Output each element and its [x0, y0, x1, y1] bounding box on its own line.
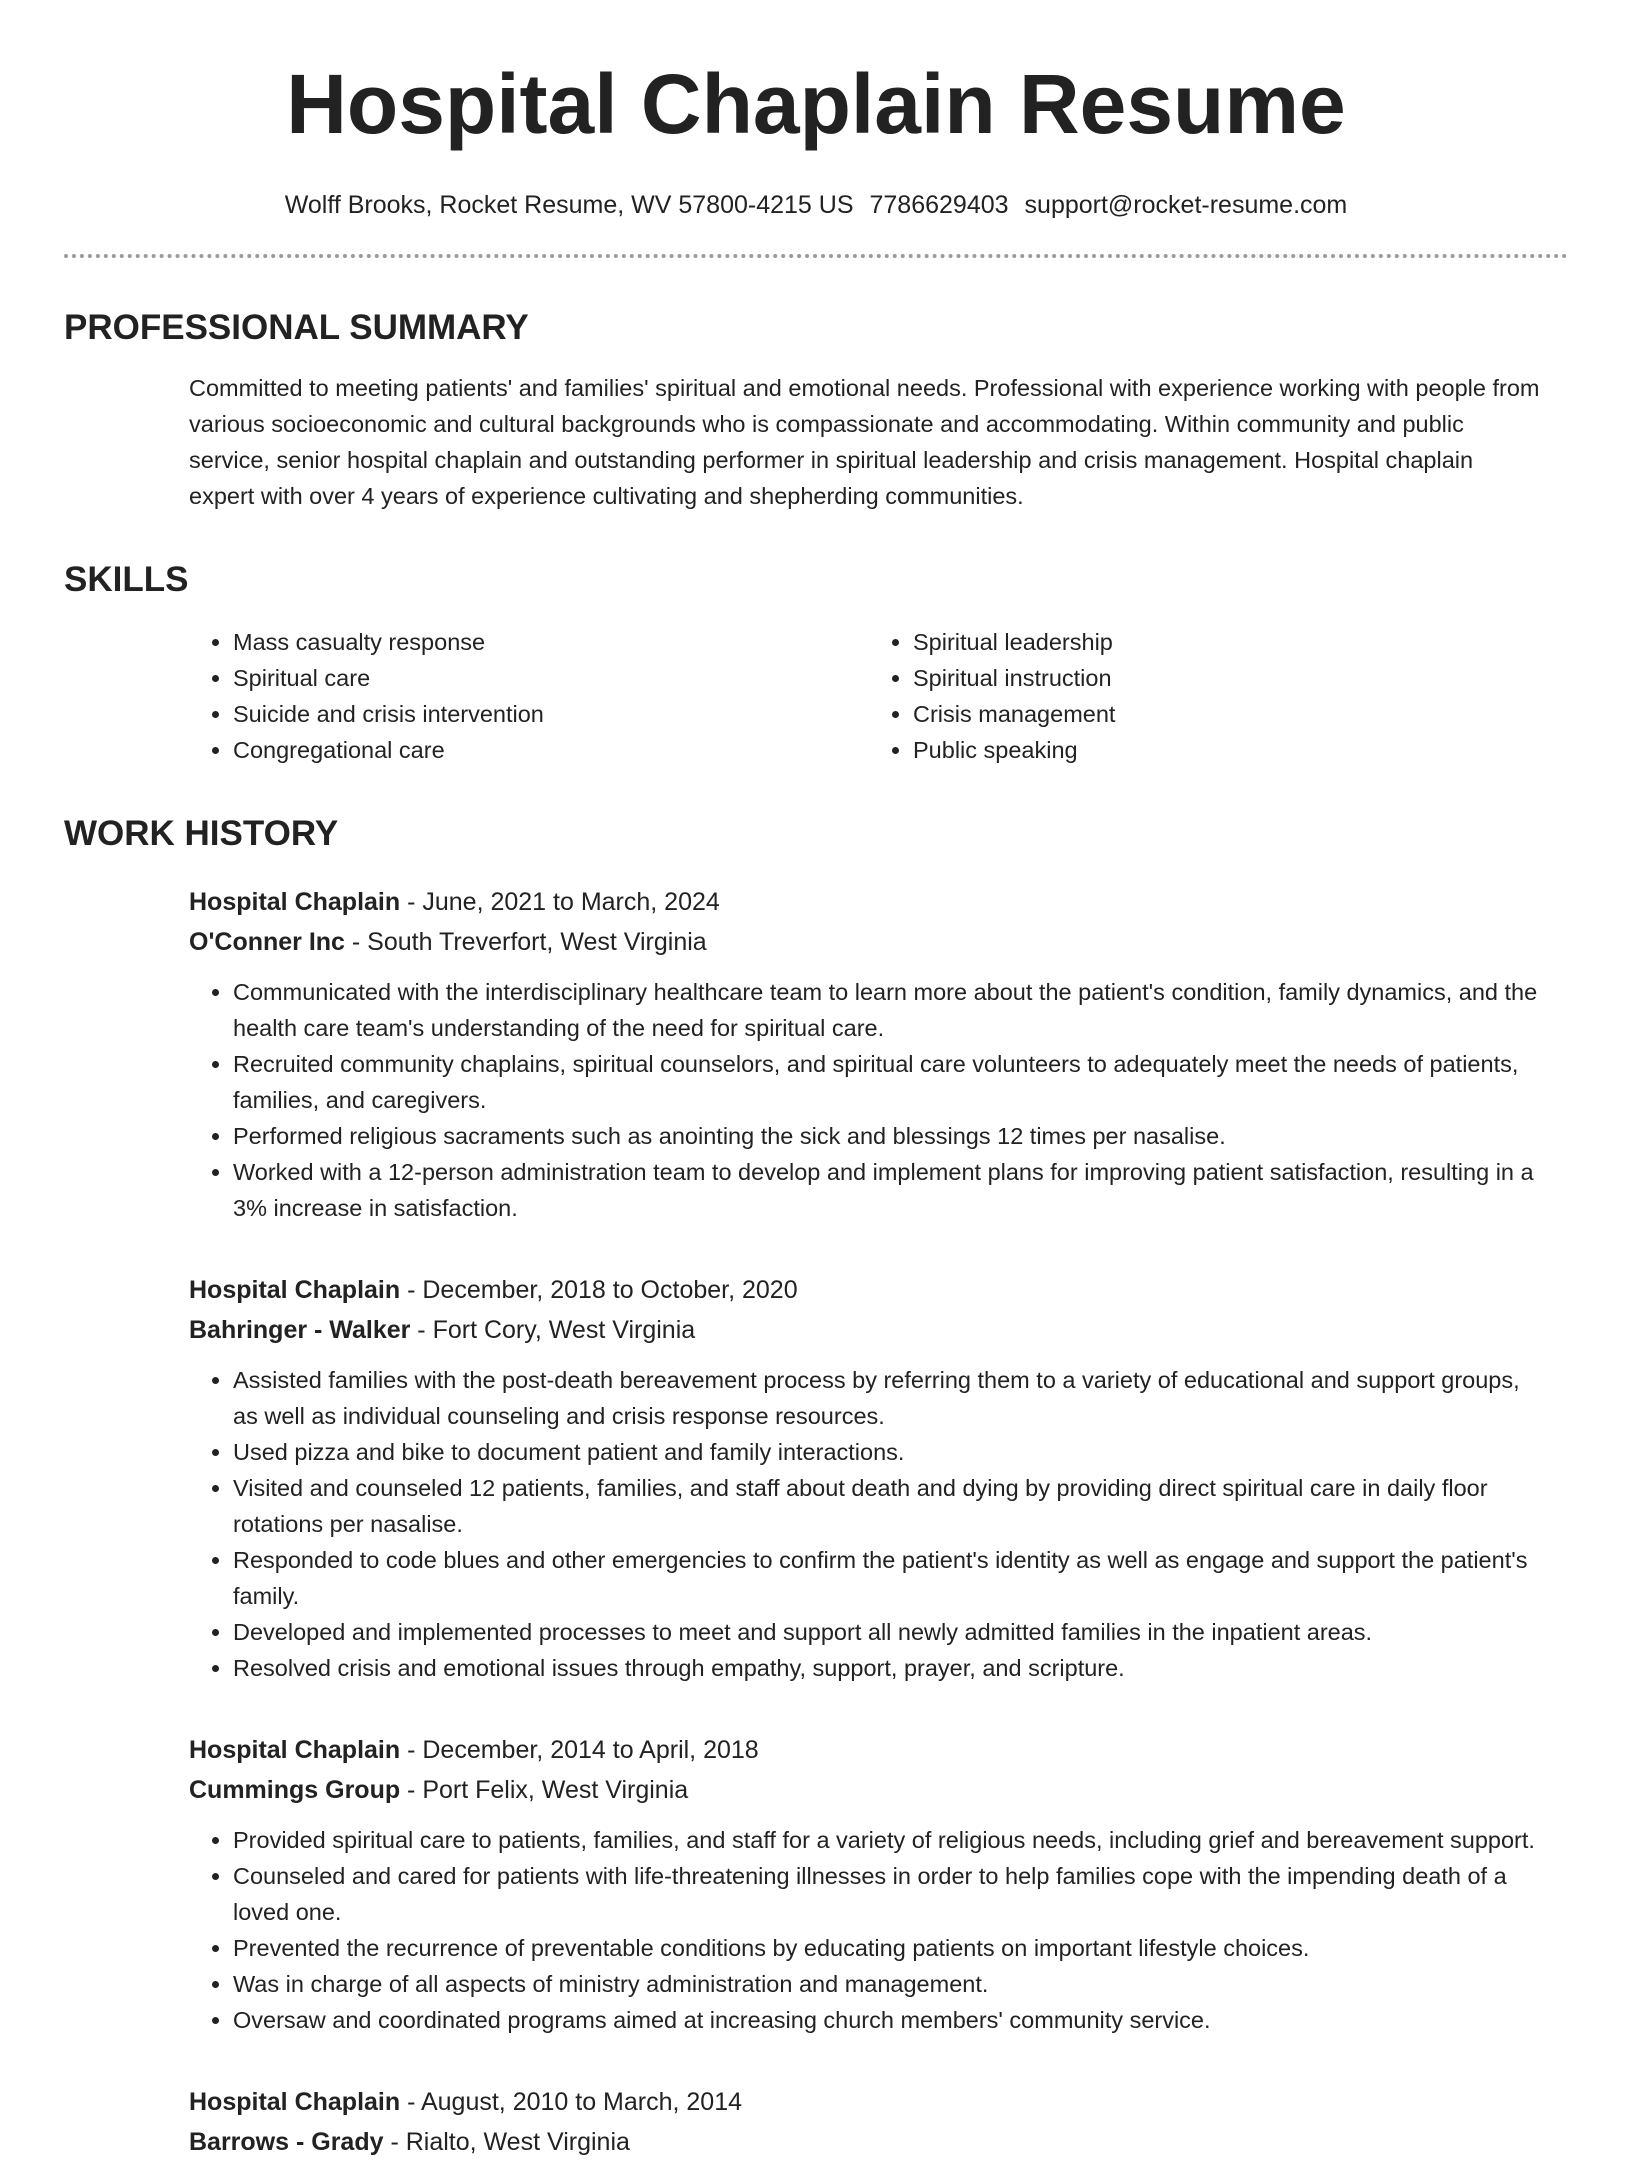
duty-item: • Used pizza and bike to document patient and family interactions.: [233, 1434, 1548, 1470]
job-company: Barrows - Grady: [189, 2128, 384, 2156]
job-location: - Fort Cory, West Virginia: [410, 1316, 696, 1344]
job-company-line: [189, 1310, 1568, 1350]
contact-email: support@rocket-resume.com: [1024, 191, 1348, 219]
duty-item: • Resolved crisis and emotional issues through empathy, support, prayer, and scripture.: [233, 1650, 1548, 1686]
duty-item: • Recruited community chaplains, spiritual counselors, and spiritual care volunteers to adequately meet the needs of patients, families, and caregivers.: [233, 1046, 1548, 1118]
job-role: Hospital Chaplain: [189, 1736, 401, 1764]
job-company: Bahringer - Walker: [189, 1316, 411, 1344]
duty-item: • Was in charge of all aspects of ministry administration and management.: [233, 1966, 1548, 2002]
duty-item: • Worked with a 12-person administration team to develop and implement plans for improving patient satisfaction, resulting in a 3% increase in satisfaction.: [233, 1154, 1548, 1226]
job-duties: [189, 1362, 1568, 1686]
job-role: Hospital Chaplain: [189, 1276, 401, 1304]
job-role-line: [189, 1730, 1568, 1770]
skill-item: • Crisis management: [913, 696, 1568, 732]
job-location: - Port Felix, West Virginia: [400, 1776, 689, 1804]
job-company: Cummings Group: [189, 1776, 401, 1804]
summary-section: [64, 306, 1568, 514]
job-duties: [189, 974, 1568, 1226]
summary-heading: PROFESSIONAL SUMMARY: [64, 308, 529, 347]
job-entry: [64, 1270, 1568, 1686]
header-divider: [64, 254, 1568, 258]
job-company-line: [189, 922, 1568, 962]
job-entry: [64, 1730, 1568, 2038]
job-dates: - June, 2021 to March, 2024: [400, 888, 720, 916]
duty-item: • Communicated with the interdisciplinary healthcare team to learn more about the patient's condition, family dynamics, and the health care team's understanding of the need for spiritual care.: [233, 974, 1548, 1046]
duty-item: • Performed religious sacraments such as anointing the sick and blessings 12 times per nasalise.: [233, 1118, 1548, 1154]
contact-phone: 7786629403: [869, 191, 1009, 219]
job-company: O'Conner Inc: [189, 928, 345, 956]
job-entry: [64, 882, 1568, 1226]
duty-item: • Assisted families with the post-death bereavement process by referring them to a variety of educational and support groups, as well as individual counseling and crisis response resources.: [233, 1362, 1548, 1434]
skill-item: • Public speaking: [913, 732, 1568, 768]
work-history-section: [64, 812, 1568, 2162]
job-dates: - December, 2018 to October, 2020: [400, 1276, 798, 1304]
skills-list-left: [189, 624, 869, 768]
work-history-heading: WORK HISTORY: [64, 814, 339, 853]
job-company-line: [189, 1770, 1568, 1810]
job-role-line: [189, 882, 1568, 922]
skills-list-right: [869, 624, 1568, 768]
resume-header: [64, 0, 1568, 220]
duty-item: • Visited and counseled 12 patients, families, and staff about death and dying by providing direct spiritual care in daily floor rotations per nasalise.: [233, 1470, 1548, 1542]
job-duties: [189, 1822, 1568, 2038]
skill-item: • Spiritual instruction: [913, 660, 1568, 696]
job-role-line: [189, 1270, 1568, 1310]
job-entry: [64, 2082, 1568, 2162]
duty-item: • Developed and implemented processes to meet and support all newly admitted families in the inpatient areas.: [233, 1614, 1548, 1650]
job-company-line: [189, 2122, 1568, 2162]
skill-item: • Suicide and crisis intervention: [233, 696, 869, 732]
page-title: Hospital Chaplain Resume: [286, 57, 1346, 151]
job-dates: - August, 2010 to March, 2014: [400, 2088, 743, 2116]
skill-item: • Congregational care: [233, 732, 869, 768]
skill-item: • Mass casualty response: [233, 624, 869, 660]
duty-item: • Oversaw and coordinated programs aimed at increasing church members' community service.: [233, 2002, 1548, 2038]
skill-item: • Spiritual leadership: [913, 624, 1568, 660]
skill-item: • Spiritual care: [233, 660, 869, 696]
skills-section: [64, 558, 1568, 768]
skills-heading: SKILLS: [64, 560, 189, 599]
duty-item: • Counseled and cared for patients with life-threatening illnesses in order to help families cope with the impending death of a loved one.: [233, 1858, 1548, 1930]
job-location: - Rialto, West Virginia: [383, 2128, 630, 2156]
summary-text: Committed to meeting patients' and families' spiritual and emotional needs. Professional with experience working with people from various socioeconomic and cultural backgrounds who is compassionate and accommodating. Within community and public service, senior hospital chaplain and outstanding performer in spiritual leadership and crisis management. Hospital chaplain expert with over 4 years of experience cultivating and shepherding communities.: [189, 375, 1540, 509]
job-role-line: [189, 2082, 1568, 2122]
job-dates: - December, 2014 to April, 2018: [400, 1736, 759, 1764]
contact-line: [64, 190, 1568, 220]
skills-grid: [64, 624, 1568, 768]
duty-item: • Responded to code blues and other emergencies to confirm the patient's identity as well as engage and support the patient's family.: [233, 1542, 1548, 1614]
job-role: Hospital Chaplain: [189, 2088, 401, 2116]
contact-address: Wolff Brooks, Rocket Resume, WV 57800-4215 US: [284, 191, 854, 219]
job-location: - South Treverfort, West Virginia: [344, 928, 707, 956]
job-role: Hospital Chaplain: [189, 888, 401, 916]
duty-item: • Provided spiritual care to patients, families, and staff for a variety of religious needs, including grief and bereavement support.: [233, 1822, 1548, 1858]
duty-item: • Prevented the recurrence of preventable conditions by educating patients on important lifestyle choices.: [233, 1930, 1548, 1966]
